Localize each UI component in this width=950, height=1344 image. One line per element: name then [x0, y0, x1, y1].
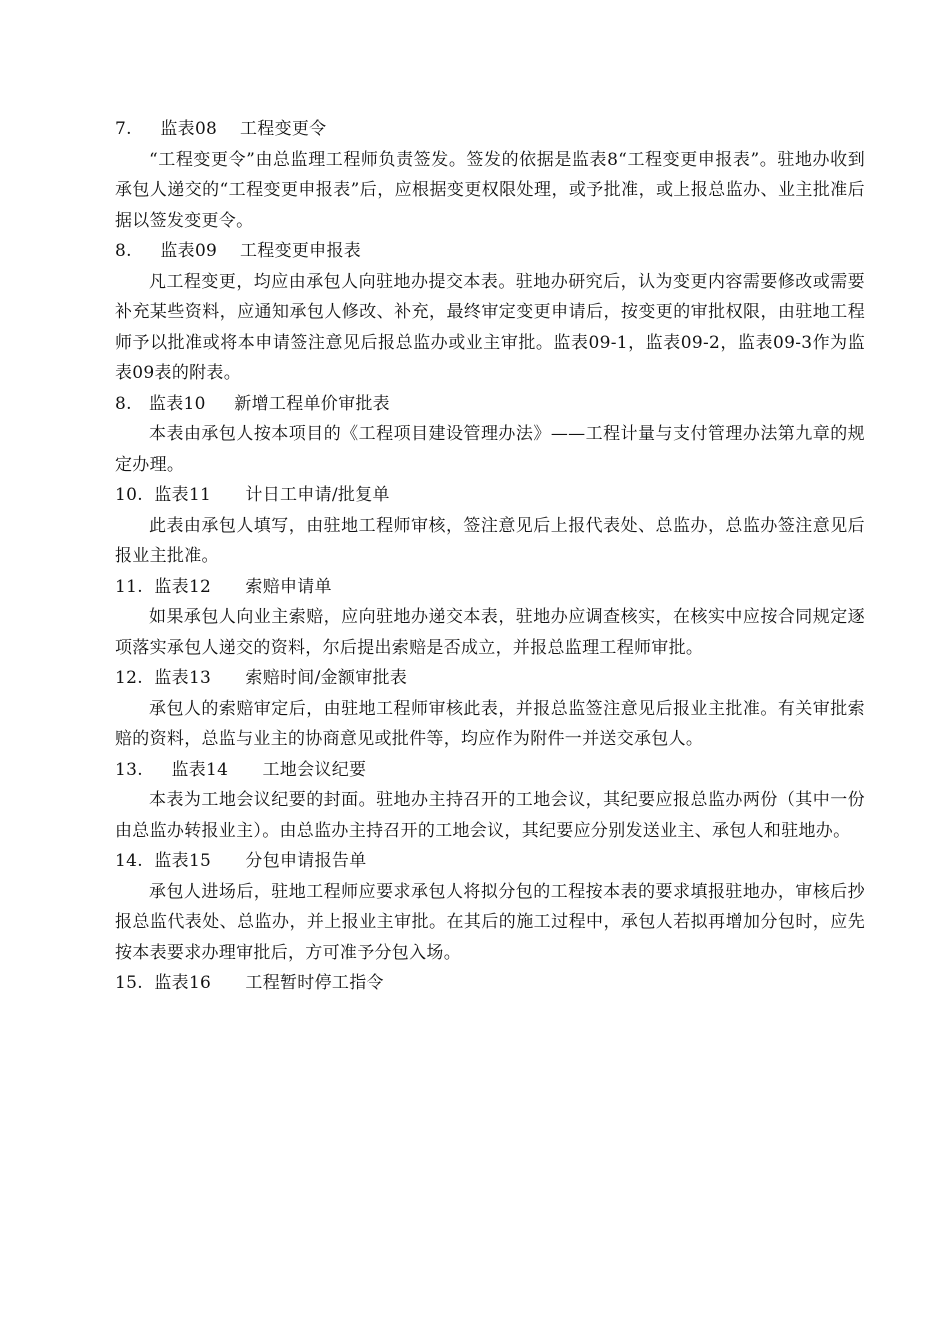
section-heading: 10. 监表11 计日工申请/批复单 [115, 485, 390, 505]
section-heading: 7. 监表08 工程变更令 [115, 119, 327, 139]
section-paragraph: 本表由承包人按本项目的《工程项目建设管理办法》——工程计量与支付管理办法第九章的规定办理。 [115, 424, 865, 475]
section-paragraph: 本表为工地会议纪要的封面。驻地办主持召开的工地会议，其纪要应报总监办两份（其中一份由总监办转报业主）。由总监办主持召开的工地会议，其纪要应分别发送业主、承包人和驻地办。 [115, 790, 865, 841]
section-heading: 14. 监表15 分包申请报告单 [115, 851, 367, 871]
section-heading: 15. 监表16 工程暂时停工指令 [115, 973, 384, 993]
section-paragraph: 承包人进场后，驻地工程师应要求承包人将拟分包的工程按本表的要求填报驻地办，审核后抄报总监代表处、总监办，并上报业主审批。在其后的施工过程中，承包人若拟再增加分包时，应先按本表要求办理审批后，方可准予分包入场。 [115, 881, 865, 963]
section-paragraph: 凡工程变更，均应由承包人向驻地办提交本表。驻地办研究后，认为变更内容需要修改或需要补充某些资料，应通知承包人修改、补充，最终审定变更申请后，按变更的审批权限，由驻地工程师予以批准或将本申请签注意见后报总监办或业主审批。监表09-1，监表09-2，监表09-3作为监表09表的附表。 [115, 271, 865, 383]
section-heading: 13. 监表14 工地会议纪要 [115, 759, 367, 780]
section-paragraph: “工程变更令”由总监理工程师负责签发。签发的依据是监表8“工程变更申报表”。驻地办收到承包人递交的“工程变更申报表”后，应根据变更权限处理，或予批准，或上报总监办、业主批准后据以签发变更令。 [115, 149, 865, 231]
section-paragraph: 承包人的索赔审定后，由驻地工程师审核此表，并报总监签注意见后报业主批准。有关审批索赔的资料，总监与业主的协商意见或批件等，均应作为附件一并送交承包人。 [115, 698, 865, 749]
section-heading: 11. 监表12 索赔申请单 [115, 576, 332, 597]
section-heading: 12. 监表13 索赔时间/金额审批表 [115, 668, 408, 688]
document-body [115, 114, 865, 999]
section-paragraph: 如果承包人向业主索赔，应向驻地办递交本表，驻地办应调查核实，在核实中应按合同规定逐项落实承包人递交的资料，尔后提出索赔是否成立，并报总监理工程师审批。 [115, 607, 865, 658]
section-heading: 8. 监表10 新增工程单价审批表 [115, 393, 390, 414]
section-heading: 8. 监表09 工程变更申报表 [115, 241, 362, 261]
section-paragraph: 此表由承包人填写，由驻地工程师审核，签注意见后上报代表处、总监办，总监办签注意见后报业主批准。 [115, 515, 865, 566]
